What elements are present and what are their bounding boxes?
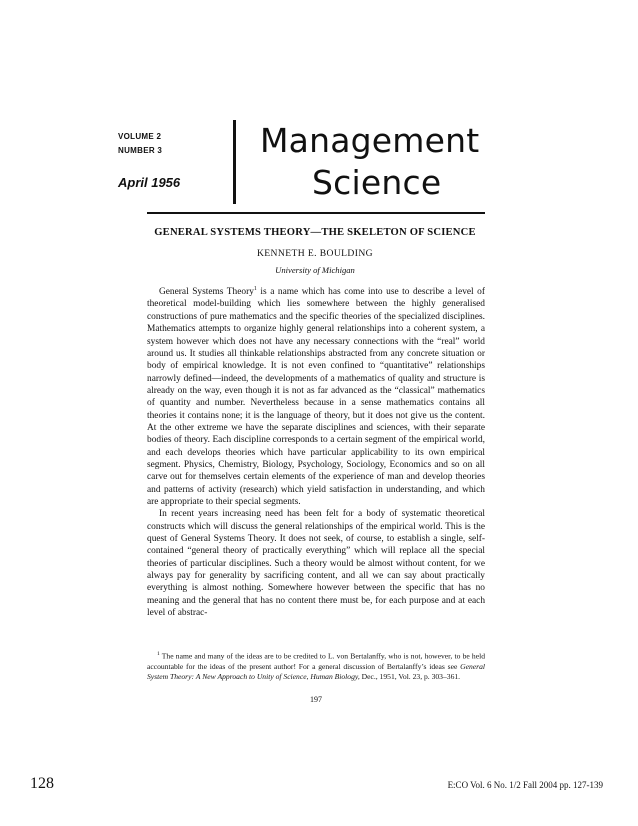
number-label: NUMBER 3 — [118, 146, 163, 155]
journal-title-line1: Management — [260, 121, 480, 160]
article-title: GENERAL SYSTEMS THEORY—THE SKELETON OF SCIENCE — [154, 227, 476, 238]
reprint-page-number: 128 — [30, 775, 54, 792]
author-affiliation: University of Michigan — [275, 265, 355, 275]
footnote-text-a: The name and many of the ideas are to be credited to L. von Bertalanffy, who is not, however, to be held accountable for the ideas of the present author! For a general discussion of Bertalanffy’s ideas see — [147, 651, 485, 671]
footnote-mark: 1 — [157, 651, 160, 657]
masthead-divider — [233, 120, 236, 204]
paragraph-1-text: is a name which has come into use to describe a level of theoretical model-building which lies somewhere between the highly generalised constructions of pure mathematics and the specific theories of the specialized disciplines. Mathematics attempts to organize highly general relationships into a coherent system, a system however which does not have any necessary connections with the “real” world around us. It studies all thinkable relationships abstracted from any concrete situation or body of empirical knowledge. It is not even confined to “quantitative” relationships narrowly defined—indeed, the developments of a mathematics of quality and structure is already on the way, even though it is not as far advanced as the “classical” mathematics of quantity and number. Nevertheless because in a sense mathematics contains all theories it contains none; it is the language of theory, but it does not give us the content. At the other extreme we have the separate disciplines and sciences, with their separate bodies of theory. Each discipline corresponds to a certain segment of the empirical world, and each develops theories which have particular applicability to its own empirical segment. Physics, Chemistry, Biology, Psychology, Sociology, Economics and so on all carve out for themselves certain elements of the experience of man and develop theories and patterns of activity (research) which yield satisfaction in understanding, and which are appropriate to their special segments. — [147, 287, 485, 507]
article-body — [147, 283, 485, 619]
original-page-number: 197 — [310, 695, 322, 704]
footnote — [147, 649, 485, 682]
masthead-rule — [147, 212, 485, 214]
paragraph-1 — [147, 283, 485, 508]
volume-label: VOLUME 2 — [118, 132, 162, 141]
issue-date: April 1956 — [118, 175, 181, 190]
footnote-cited-title: General System Theory: A New Approach to Unity of Science, Human Biology, — [147, 661, 485, 681]
footnote-text-b: Dec., 1951, Vol. 23, p. 303–361. — [359, 671, 461, 681]
article-author: KENNETH E. BOULDING — [256, 248, 374, 259]
footnote-ref: 1 — [253, 286, 257, 292]
citation-footer: E:CO Vol. 6 No. 1/2 Fall 2004 pp. 127-139 — [447, 780, 603, 790]
paragraph-1-lead: General Systems Theory — [159, 287, 254, 298]
paragraph-2: In recent years increasing need has been felt for a body of systematic theoretical constructs which will discuss the general relationships of the empirical world. This is the quest of General Systems Theory. It does not seek, of course, to establish a single, self-contained “general theory of practically everything” which will replace all the special theories of particular disciplines. Such a theory would be almost without content, for we always pay for generality by sacrificing content, and all we can say about practically everything is almost nothing. Somewhere however between the specific that has no meaning and the general that has no content there must be, for each purpose and at each level of abstrac- — [147, 509, 485, 619]
journal-title-line2: Science — [312, 163, 442, 202]
